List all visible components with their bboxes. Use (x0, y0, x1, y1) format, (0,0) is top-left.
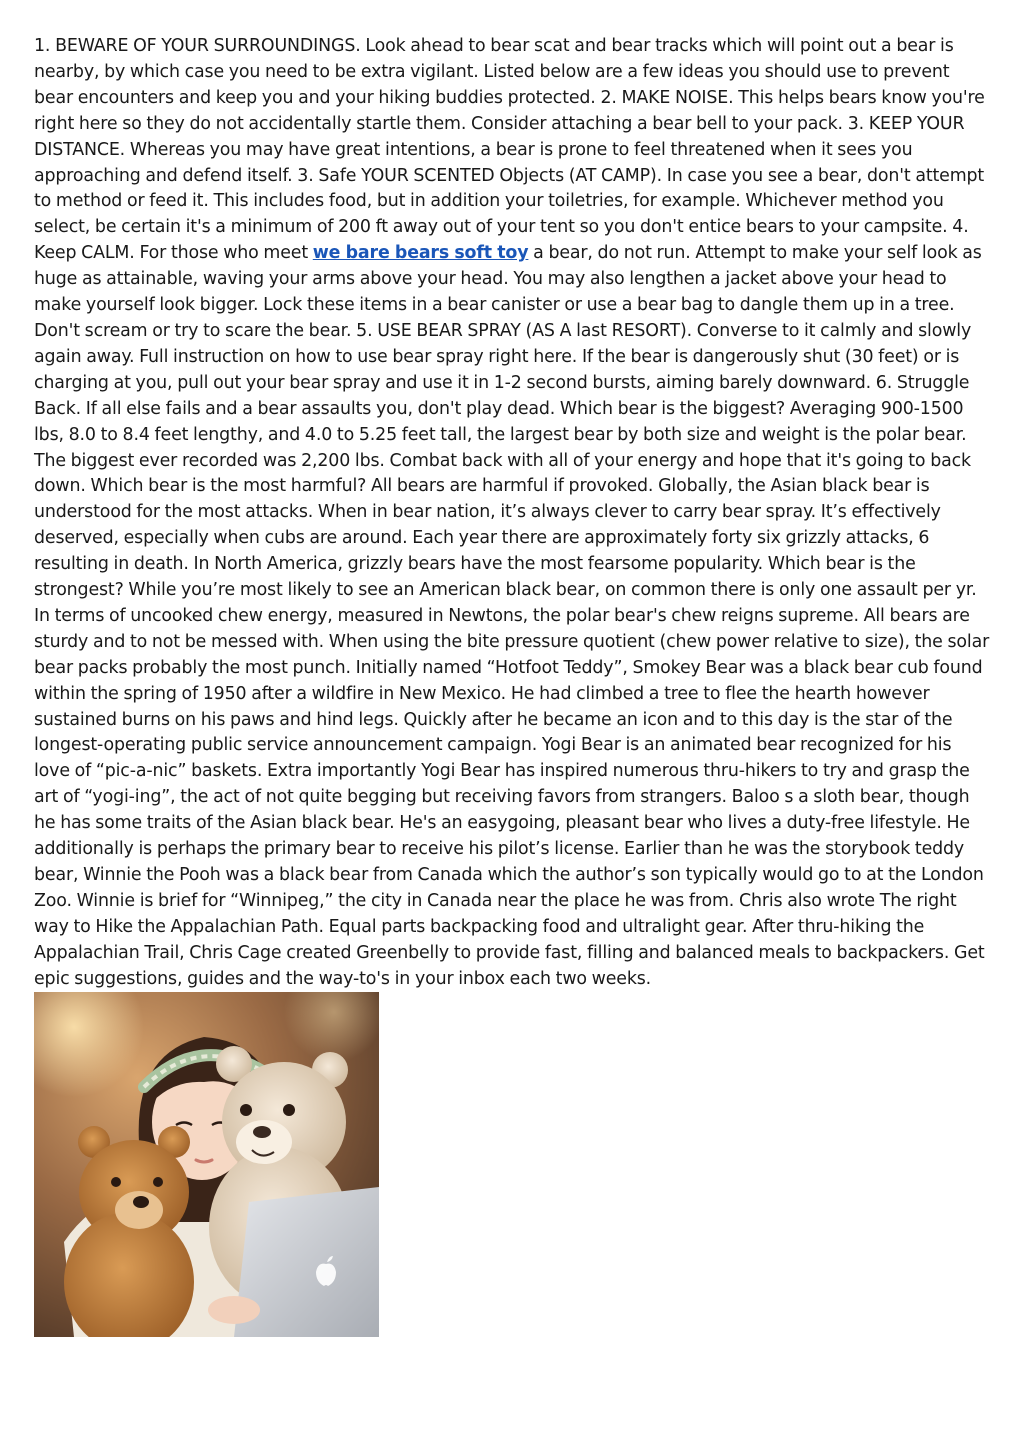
cream-bear-right-eye (283, 1104, 295, 1116)
cream-bear-nose (253, 1126, 271, 1138)
brown-bear-left-eye (111, 1177, 121, 1187)
article-text-before-link: 1. BEWARE OF YOUR SURROUNDINGS. Look ahead to bear scat and bear tracks which will point out a bear is nearby, by which case you need to be extra vigilant. Listed below are a few ideas you should use to prevent bear encounters and keep you and your hiking buddies protected. 2. MAKE NOISE. This helps bears know you're right here so they do not accidentally startle them. Consider attaching a bear bell to your pack. 3. KEEP YOUR DISTANCE. Whereas you may have great intentions, a bear is prone to feel threatened when it sees you approaching and defend itself. 3. Safe YOUR SCENTED Objects (AT CAMP). In case you see a bear, don't attempt to method or feed it. This includes food, but in addition your toiletries, for example. Whichever method you select, be certain it's a minimum of 200 ft away out of your tent so you don't entice bears to your campsite. 4. Keep CALM. For those who meet (34, 36, 985, 264)
soft-toy-link[interactable]: we bare bears soft toy (312, 243, 529, 264)
article-text-after-link: a bear, do not run. Attempt to make your self look as huge as attainable, waving your arms above your head. You may also lengthen a jacket above your head to make yourself look bigger. Lock these items in a bear canister or use a bear bag to dangle them up in a tree. Don't scream or try to scare the bear. 5. USE BEAR SPRAY (AS A last RESORT). Converse to it calmly and slowly again away. Full instruction on how to use bear spray right here. If the bear is dangerously shut (30 feet) or is charging at you, pull out your bear spray and use it in 1-2 second bursts, aiming barely downward. 6. Struggle Back. If all else fails and a bear assaults you, don't play dead. Which bear is the biggest? Averaging 900-1500 lbs, 8.0 to 8.4 feet lengthy, and 4.0 to 5.25 feet tall, the largest bear by both size and weight is the polar bear. The biggest ever recorded was 2,200 lbs. Combat back with all of your energy and hope that it's going to back down. Which bear is the most harmful? All bears are harmful if provoked. Globally, the Asian black bear is understood for the most attacks. When in bear nation, it’s always clever to carry bear spray. It’s effectively deserved, especially when cubs are around. Each year there are approximately forty six grizzly attacks, 6 resulting in death. In North America, grizzly bears have the most fearsome popularity. Which bear is the strongest? While you’re most likely to see an American black bear, on common there is only one assault per yr. In terms of uncooked chew energy, measured in Newtons, the polar bear's chew reigns supreme. All bears are sturdy and to not be messed with. When using the bite pressure quotient (chew power relative to size), the solar bear packs probably the most punch. Initially named “Hotfoot Teddy”, Smokey Bear was a black bear cub found within the spring of 1950 after a wildfire in New Mexico. He had climbed a tree to flee the hearth however sustained burns on his paws and hind legs. Quickly after he became an icon and to this day is the star of the longest-operating public service announcement campaign. Yogi Bear is an animated bear recognized for his love of “pic-a-nic” baskets. Extra importantly Yogi Bear has inspired numerous thru-hikers to try and grasp the art of “yogi-ing”, the act of not quite begging but receiving favors from strangers. Baloo s a sloth bear, though he has some traits of the Asian black bear. He's an easygoing, pleasant bear who lives a duty-free lifestyle. He additionally is perhaps the primary bear to receive his pilot’s license. Earlier than he was the storybook teddy bear, Winnie the Pooh was a black bear from Canada which the author’s son typically would go to at the London Zoo. Winnie is brief for “Winnipeg,” the city in Canada near the place he was from. Chris also wrote The right way to Hike the Appalachian Path. Equal parts backpacking food and ultralight gear. After thru-hiking the Appalachian Trail, Chris Cage created Greenbelly to provide fast, filling and balanced meals to backpackers. Get epic suggestions, guides and the way-to's in your inbox each two weeks. (34, 243, 990, 989)
article-container (34, 34, 992, 993)
girl-hand (208, 1296, 260, 1324)
girl-with-teddy-bears-photo (34, 992, 379, 1337)
cream-bear-left-eye (240, 1104, 252, 1116)
article-body (34, 34, 992, 993)
brown-bear-nose (133, 1196, 149, 1208)
brown-bear-right-eye (153, 1177, 163, 1187)
